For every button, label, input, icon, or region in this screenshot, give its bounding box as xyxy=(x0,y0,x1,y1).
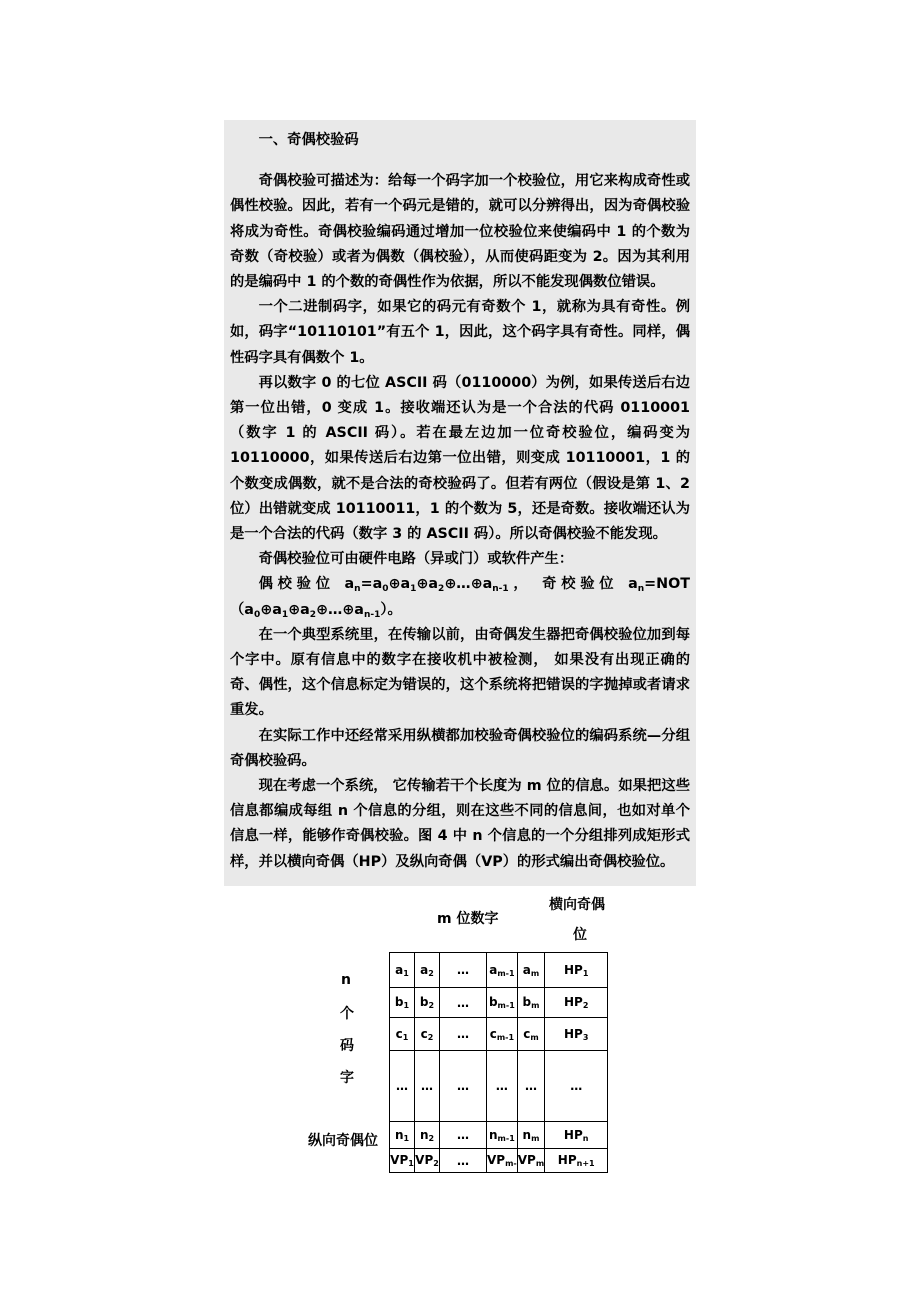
vp-label: 纵向奇偶位 xyxy=(308,1133,378,1149)
hp-label-line2: 位 xyxy=(573,927,587,943)
n-label-char-1: n xyxy=(341,972,351,988)
hp-cell: $HP_{n+1}$ xyxy=(545,1149,608,1173)
m-bits-label: m 位数字 xyxy=(437,911,499,927)
paragraph-5: 在一个典型系统里，在传输以前，由奇偶发生器把奇偶校验位加到每个字中。原有信息中的数字在接收机中被检测， 如果没有出现正确的奇、偶性，这个信息标定为错误的，这个系统将把错误的字抛掉或者请求重发。 xyxy=(230,626,690,719)
hp-cell: $HP_2$ xyxy=(545,988,608,1018)
matrix-row-a: $a_1$ $a_2$ … $a_{m-1}$ $a_m$ $HP_1$ xyxy=(390,953,608,988)
n-label-char-3: 码 xyxy=(340,1038,354,1054)
hp-label-line1: 横向奇偶 xyxy=(549,897,605,913)
paragraph-1: 奇偶校验可描述为：给每一个码字加一个校验位，用它来构成奇性或偶性校验。因此，若有一个码元是错的，就可以分辨得出，因为奇偶校验将成为奇性。奇偶校验编码通过增加一位校验位来使编码中 1 的个数为奇数（奇校验）或者为偶数（偶校验），从而使码距变为 2。因为其利用的是编码中 1 的个数的奇偶性作为依据，所以不能发现偶数位错误。 xyxy=(230,173,690,291)
matrix-row-n: $n_1$ $n_2$ … $n_{m-1}$ $n_m$ $HP_n$ xyxy=(390,1122,608,1149)
hp-cell: $HP_1$ xyxy=(545,953,608,988)
parity-matrix xyxy=(389,952,608,1173)
paragraph-2: 一个二进制码字，如果它的码元有奇数个 1，就称为具有奇性。例如，码字“10110101”有五个 1，因此，这个码字具有奇性。同样，偶性码字具有偶数个 1。 xyxy=(230,299,690,366)
matrix-row-vp: $VP_1$ $VP_2$ … $VP_{m-}$ $VP_m$ $HP_{n+1}$ xyxy=(390,1149,608,1173)
matrix-row-c: $c_1$ $c_2$ … $c_{m-1}$ $c_m$ $HP_3$ xyxy=(390,1018,608,1051)
paragraph-6: 在实际工作中还经常采用纵横都加校验奇偶校验位的编码系统—分组奇偶校验码。 xyxy=(230,727,690,769)
parity-formula: 偶校验位 $a_n=a_0\oplus a_1\oplus a_2\oplus\dots\oplus a_{n-1}$， 奇校验位 $a_n=NOT(a_0\oplus a_1\oplus a_2\oplus\dots\oplus a_{n-1})$。 xyxy=(230,576,690,620)
hp-cell: $HP_n$ xyxy=(545,1122,608,1149)
paragraph-3: 再以数字 0 的七位 ASCII 码（0110000）为例，如果传送后右边第一位出错，0 变成 1。接收端还认为是一个合法的代码 0110001（数字 1 的 ASCII 码）。若在最左边加一位奇校验位，编码变为 10110000，如果传送后右边第一位出错，则变成 10110001，1 的个数变成偶数，就不是合法的奇校验码了。但若有两位（假设是第 1、2 位）出错就变成 10110011，1 的个数为 5，还是奇数。接收端还认为是一个合法的代码（数字 3 的 ASCII 码）。所以奇偶校验不能发现。 xyxy=(230,374,690,543)
article-text-block xyxy=(224,120,696,886)
hp-cell: $HP_3$ xyxy=(545,1018,608,1051)
matrix-row-ellipsis: … … … … … … xyxy=(390,1051,608,1122)
n-label-char-4: 字 xyxy=(340,1070,354,1086)
paragraph-7: 现在考虑一个系统， 它传输若干个长度为 m 位的信息。如果把这些信息都编成每组 n 个信息的分组，则在这些不同的信息间，也如对单个信息一样，能够作奇偶校验。图 4 中 n 个信息的一个分组排列成矩形式样，并以横向奇偶（HP）及纵向奇偶（VP）的形式编出奇偶校验位。 xyxy=(230,778,690,870)
n-label-char-2: 个 xyxy=(340,1006,354,1022)
paragraph-4: 奇偶校验位可由硬件电路（异或门）或软件产生： xyxy=(258,551,574,568)
matrix-row-b: $b_1$ $b_2$ … $b_{m-1}$ $b_m$ $HP_2$ xyxy=(390,988,608,1018)
section-heading: 一、奇偶校验码 xyxy=(258,132,359,148)
